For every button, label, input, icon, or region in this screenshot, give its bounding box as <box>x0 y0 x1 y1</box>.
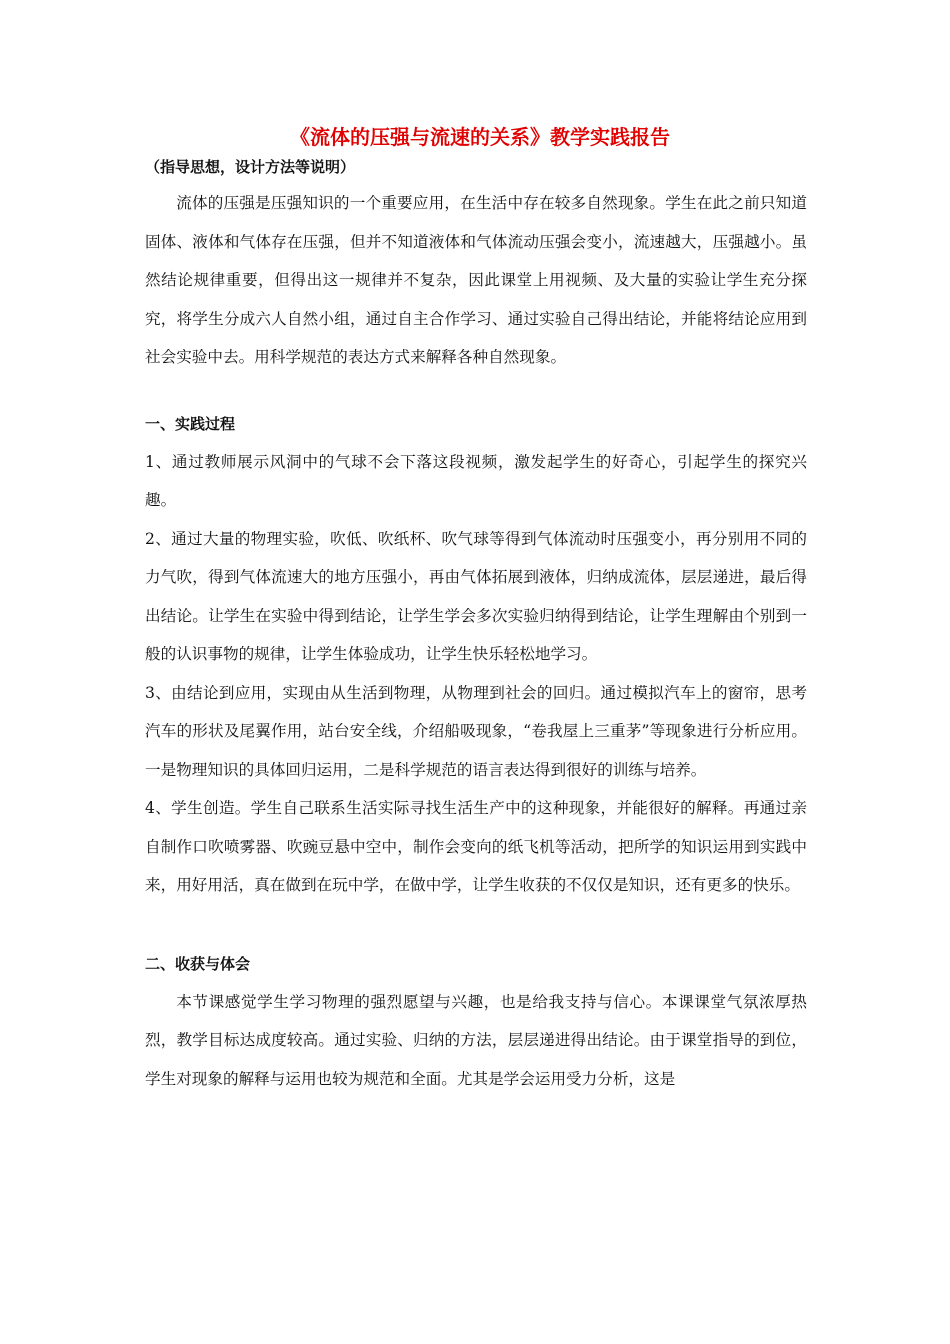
section-heading-practice: 一、实践过程 <box>145 414 236 433</box>
intro-paragraph: 流体的压强是压强知识的一个重要应用，在生活中存在较多自然现象。学生在此之前只知道固体、液体和气体存在压强，但并不知道液体和气体流动压强会变小，流速越大，压强越小。虽然结论规律重要，但得出这一规律并不复杂，因此课堂上用视频、及大量的实验让学生充分探究，将学生分成六人自然小组，通过自主合作学习、通过实验自己得出结论，并能将结论应用到社会实验中去。用科学规范的表达方式来解释各种自然现象。 <box>145 194 807 366</box>
practice-item-1: 1、通过教师展示风洞中的气球不会下落这段视频，激发起学生的好奇心，引起学生的探究兴趣。 <box>145 452 807 509</box>
document-subtitle: （指导思想，设计方法等说明） <box>145 158 356 176</box>
practice-item-3: 3、由结论到应用，实现由从生活到物理，从物理到社会的回归。通过模拟汽车上的窗帘，思考汽车的形状及尾翼作用，站台安全线，介绍船吸现象，“卷我屋上三重茅”等现象进行分析应用。一是物理知识的具体回归运用，二是科学规范的语言表达得到很好的训练与培养。 <box>145 683 807 779</box>
reflection-paragraph: 本节课感觉学生学习物理的强烈愿望与兴趣，也是给我支持与信心。本课课堂气氛浓厚热烈，教学目标达成度较高。通过实验、归纳的方法，层层递进得出结论。由于课堂指导的到位，学生对现象的解释与运用也较为规范和全面。尤其是学会运用受力分析，这是 <box>145 992 807 1088</box>
practice-item-4: 4、学生创造。学生自己联系生活实际寻找生活生产中的这种现象，并能很好的解释。再通过亲自制作口吹喷雾器、吹豌豆悬中空中，制作会变向的纸飞机等活动，把所学的知识运用到实践中来，用好用活，真在做到在玩中学，在做中学，让学生收获的不仅仅是知识，还有更多的快乐。 <box>145 799 807 894</box>
document-page <box>145 118 807 1098</box>
document-title: 《流体的压强与流速的关系》教学实践报告 <box>290 125 670 149</box>
practice-item-2: 2、通过大量的物理实验，吹低、吹纸杯、吹气球等得到气体流动时压强变小，再分别用不同的力气吹，得到气体流速大的地方压强小，再由气体拓展到液体，归纳成流体，层层递进，最后得出结论。让学生在实验中得到结论，让学生学会多次实验归纳得到结论，让学生理解由个别到一般的认识事物的规律，让学生体验成功，让学生快乐轻松地学习。 <box>145 529 807 663</box>
section-heading-reflection: 二、收获与体会 <box>145 954 251 973</box>
spacer <box>145 905 807 945</box>
spacer <box>145 377 807 405</box>
